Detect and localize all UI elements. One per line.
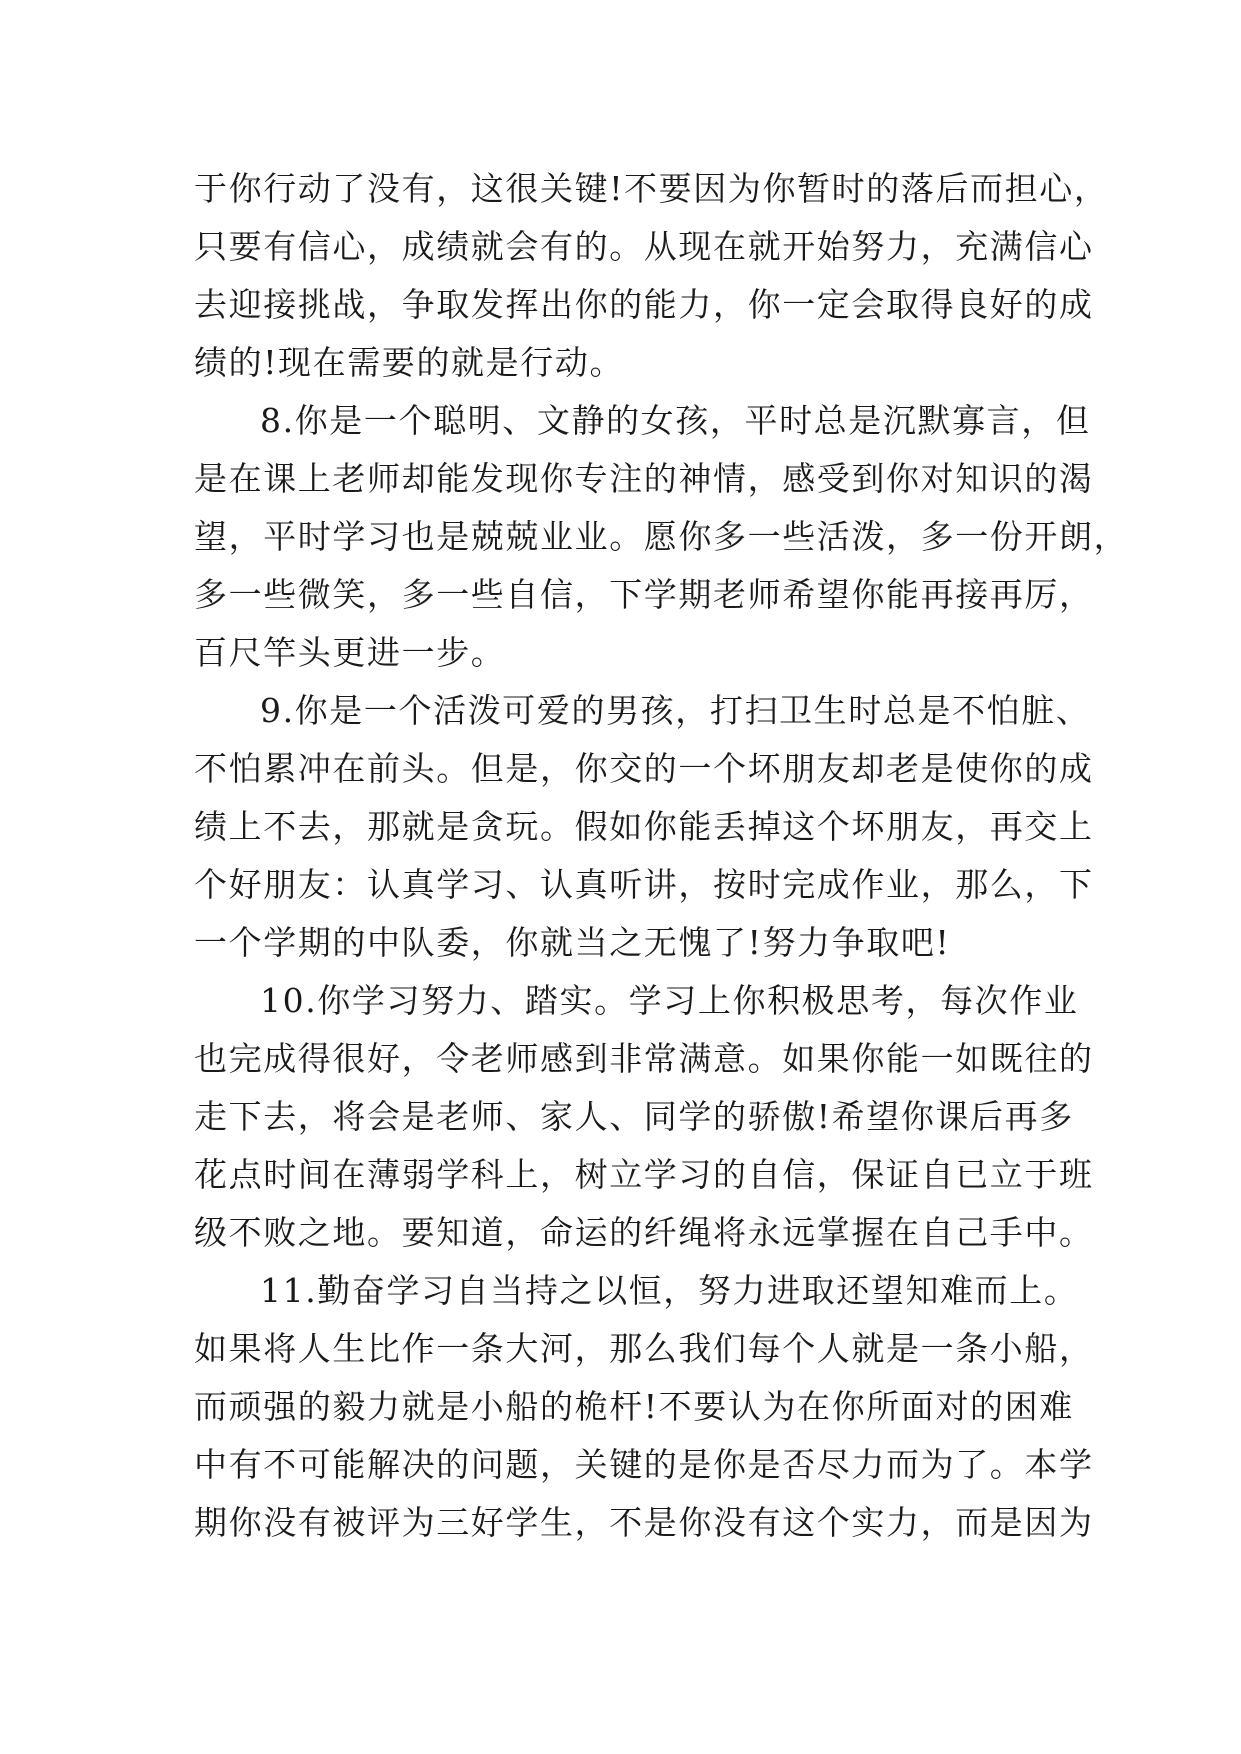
text-line: 10.你学习努力、踏实。学习上你积极思考，每次作业 [260,981,1079,1020]
text-line: 只要有信心，成绩就会有的。从现在就开始努力，充满信心 [194,227,1094,266]
text-line: 个好朋友：认真学习、认真听讲，按时完成作业，那么，下 [194,865,1094,904]
text-line: 8.你是一个聪明、文静的女孩，平时总是沉默寡言，但 [260,401,1091,440]
paragraph-comment-11 [194,1262,1094,1552]
text-line: 一个学期的中队委，你就当之无愧了!努力争取吧! [194,923,951,962]
text-line: 如果将人生比作一条大河，那么我们每个人就是一条小船， [194,1329,1094,1368]
text-line: 望，平时学习也是兢兢业业。愿你多一些活泼，多一份开朗， [194,517,1129,556]
text-line: 花点时间在薄弱学科上，树立学习的自信，保证自已立于班 [194,1155,1094,1194]
text-line: 也完成得很好，令老师感到非常满意。如果你能一如既往的 [194,1039,1094,1078]
text-line: 多一些微笑，多一些自信，下学期老师希望你能再接再厉， [194,575,1094,614]
text-line: 百尺竿头更进一步。 [194,633,506,672]
text-line: 而顽强的毅力就是小船的桅杆!不要认为在你所面对的困难 [194,1387,1074,1426]
text-line: 去迎接挑战，争取发挥出你的能力，你一定会取得良好的成 [194,285,1094,324]
text-line: 期你没有被评为三好学生，不是你没有这个实力，而是因为 [194,1503,1094,1542]
text-line: 绩上不去，那就是贪玩。假如你能丢掉这个坏朋友，再交上 [194,807,1094,846]
text-line: 不怕累冲在前头。但是，你交的一个坏朋友却老是使你的成 [194,749,1094,788]
text-line: 于你行动了没有，这很关键!不要因为你暂时的落后而担心， [194,169,1109,208]
text-line: 级不败之地。要知道，命运的纤绳将永远掌握在自己手中。 [194,1213,1094,1252]
document-page [194,160,1129,1552]
paragraph-comment-9 [194,682,1094,972]
paragraph-continued [194,160,1109,392]
text-line: 走下去，将会是老师、家人、同学的骄傲!希望你课后再多 [194,1097,1074,1136]
text-line: 是在课上老师却能发现你专注的神情，感受到你对知识的渴 [194,459,1094,498]
text-line: 9.你是一个活泼可爱的男孩，打扫卫生时总是不怕脏、 [260,691,1091,730]
text-line: 中有不可能解决的问题，关键的是你是否尽力而为了。本学 [194,1445,1094,1484]
paragraph-comment-8 [194,392,1129,682]
paragraph-comment-10 [194,972,1094,1262]
text-line: 11.勤奋学习自当持之以恒，努力进取还望知难而上。 [260,1271,1079,1310]
text-line: 绩的!现在需要的就是行动。 [194,343,625,382]
